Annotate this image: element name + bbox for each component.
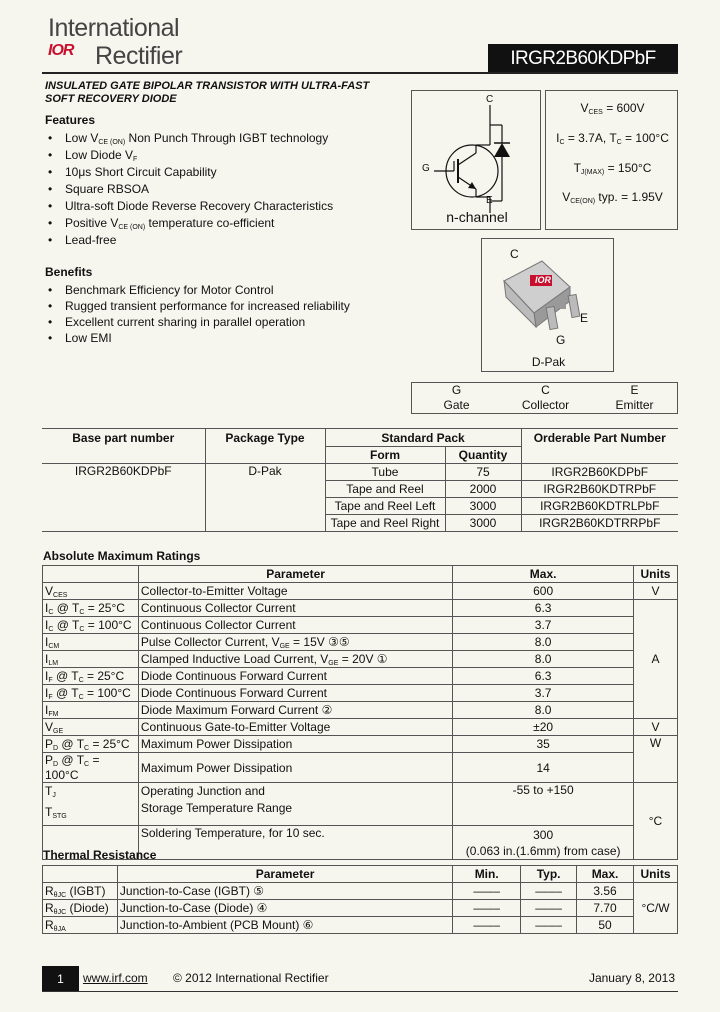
col-package-type: Package Type <box>205 429 325 464</box>
parameter-cell: Junction-to-Case (IGBT) ⑤ <box>117 883 452 900</box>
symbol-cell: $V_{GE}$ <box>43 719 139 736</box>
symbol-cell: $I_{CM}$ <box>43 634 139 651</box>
symbol-cell: $V_{CES}$ <box>43 583 139 600</box>
emitter-label: E <box>486 195 493 206</box>
col-parameter: Parameter <box>138 566 452 583</box>
typ-cell: –––– <box>521 883 577 900</box>
orderable-cell: IRGR2B60KDTRPbF <box>521 481 678 498</box>
package-gate-label: G <box>556 333 566 347</box>
package-type-value: D-Pak <box>205 464 325 532</box>
symbol-cell: $T_J$ $T_{STG}$ <box>43 783 139 826</box>
header-rule <box>42 72 678 74</box>
orderable-cell: IRGR2B60KDTRLPbF <box>521 498 678 515</box>
min-cell: –––– <box>453 917 521 934</box>
col-form: Form <box>325 447 445 464</box>
base-part-value: IRGR2B60KDPbF <box>42 464 205 532</box>
max-cell: 8.0 <box>453 651 634 668</box>
min-cell: –––– <box>453 900 521 917</box>
units-cell: A <box>633 600 677 719</box>
max-cell: 3.7 <box>453 617 634 634</box>
parameter-cell: Collector-to-Emitter Voltage <box>138 583 452 600</box>
thermal-table <box>42 865 678 934</box>
qty-cell: 3000 <box>445 498 521 515</box>
symbol-cell: $P_D$ @ $T_C = 100^\circ C$ <box>43 753 139 783</box>
parameter-cell: Soldering Temperature, for 10 sec. <box>138 826 452 860</box>
igbt-symbol-box <box>411 90 541 230</box>
typ-cell: –––– <box>521 917 577 934</box>
units-cell: W <box>633 736 677 783</box>
gate-label: G <box>422 163 430 174</box>
col-symbol <box>43 866 118 883</box>
symbol-cell: $I_C$ @ $T_C = 100^\circ C$ <box>43 617 139 634</box>
dpak-package-icon <box>482 239 615 373</box>
page-number: 1 <box>42 966 79 992</box>
parameter-cell: Maximum Power Dissipation <box>138 736 452 753</box>
max-cell: 3.56 <box>577 883 634 900</box>
form-cell: Tape and Reel Right <box>325 515 445 532</box>
col-typ: Typ. <box>521 866 577 883</box>
feature-item: • Low $V_{CE (ON)}$ Non Punch Through IGBT technology <box>45 130 333 147</box>
symbol-cell: $I_C$ @ $T_C = 25^\circ C$ <box>43 600 139 617</box>
pin-assignment-box <box>411 382 678 414</box>
parameter-cell: Continuous Gate-to-Emitter Voltage <box>138 719 452 736</box>
document-date: January 8, 2013 <box>588 971 675 985</box>
qty-cell: 2000 <box>445 481 521 498</box>
feature-item: • Low Diode $V_F$ <box>45 147 333 164</box>
part-number-banner: IRGR2B60KDPbF <box>488 44 678 74</box>
symbol-cell: $I_F$ @ $T_C = 25^\circ C$ <box>43 668 139 685</box>
features-list <box>45 130 333 249</box>
max-cell: 14 <box>453 753 634 783</box>
units-cell: V <box>633 719 677 736</box>
min-cell: –––– <box>453 883 521 900</box>
col-standard-pack: Standard Pack <box>325 429 521 447</box>
thermal-heading: Thermal Resistance <box>43 848 157 862</box>
benefit-item: • Rugged transient performance for increased reliability <box>45 298 350 314</box>
spec-vce-on: $V_{CE(ON)}$ typ. = 1.95V <box>562 190 663 205</box>
max-cell: 50 <box>577 917 634 934</box>
col-orderable: Orderable Part Number <box>521 429 678 464</box>
feature-item: • Lead-free <box>45 232 333 249</box>
max-cell: 35 <box>453 736 634 753</box>
symbol-cell: $R_{\theta JC}$ (Diode) <box>43 900 118 917</box>
form-cell: Tape and Reel <box>325 481 445 498</box>
benefit-item: • Low EMI <box>45 330 350 346</box>
subtitle-line-1: INSULATED GATE BIPOLAR TRANSISTOR WITH ULTRA-FAST <box>45 80 370 92</box>
ir-logo: IOR <box>48 42 74 59</box>
parameter-cell: Diode Continuous Forward Current <box>138 668 452 685</box>
col-units: Units <box>634 866 678 883</box>
typ-cell: –––– <box>521 900 577 917</box>
feature-item: • Ultra-soft Diode Reverse Recovery Characteristics <box>45 198 333 215</box>
pin-gate: G Gate <box>443 383 470 412</box>
col-max: Max. <box>577 866 634 883</box>
parameter-cell: Diode Maximum Forward Current ② <box>138 702 452 719</box>
units-cell: V <box>633 583 677 600</box>
copyright: © 2012 International Rectifier <box>173 971 329 985</box>
col-max: Max. <box>453 566 634 583</box>
pin-emitter: E Emitter <box>615 383 654 412</box>
max-cell: 6.3 <box>453 668 634 685</box>
benefit-item: • Benchmark Efficiency for Motor Control <box>45 282 350 298</box>
key-specs-box <box>545 90 678 230</box>
parameter-cell: Maximum Power Dissipation <box>138 753 452 783</box>
max-cell: 7.70 <box>577 900 634 917</box>
col-quantity: Quantity <box>445 447 521 464</box>
symbol-cell: $R_{\theta JC}$ (IGBT) <box>43 883 118 900</box>
qty-cell: 75 <box>445 464 521 481</box>
abs-max-heading: Absolute Maximum Ratings <box>43 549 201 563</box>
collector-label: C <box>486 94 494 105</box>
form-cell: Tube <box>325 464 445 481</box>
col-parameter: Parameter <box>117 866 452 883</box>
spec-tj: $T_{J(MAX)} = 150^\circ C$ <box>573 161 652 176</box>
units-cell: °C/W <box>634 883 678 934</box>
symbol-cell: $P_D$ @ $T_C = 25^\circ C$ <box>43 736 139 753</box>
col-symbol <box>43 566 139 583</box>
package-logo: IOR <box>535 275 552 285</box>
parameter-cell: Clamped Inductive Load Current, $V_{GE} = 20V$ ① <box>138 651 452 668</box>
package-collector-label: C <box>510 247 519 261</box>
max-cell: 3.7 <box>453 685 634 702</box>
parameter-cell: Continuous Collector Current <box>138 617 452 634</box>
max-cell: 600 <box>453 583 634 600</box>
col-base-part: Base part number <box>42 429 205 464</box>
parameter-cell: Diode Continuous Forward Current <box>138 685 452 702</box>
max-cell: 8.0 <box>453 634 634 651</box>
website-link[interactable]: www.irf.com <box>83 971 148 985</box>
ordering-table <box>42 428 678 532</box>
spec-vces: $V_{CES} = 600V$ <box>580 101 645 116</box>
symbol-cell: $I_{LM}$ <box>43 651 139 668</box>
document-subtitle <box>45 80 395 106</box>
max-cell: 300 (0.063 in.(1.6mm) from case) <box>453 826 634 860</box>
col-min: Min. <box>453 866 521 883</box>
benefits-list <box>45 282 350 346</box>
package-emitter-label: E <box>580 311 589 325</box>
dpak-package-box <box>481 238 614 372</box>
company-name-bottom: Rectifier <box>95 42 183 70</box>
pin-collector: C Collector <box>521 383 570 412</box>
parameter-cell: Operating Junction and Storage Temperature Range <box>138 783 452 826</box>
symbol-cell: $I_F$ @ $T_C = 100^\circ C$ <box>43 685 139 702</box>
feature-item: • Square RBSOA <box>45 181 333 198</box>
max-cell: 8.0 <box>453 702 634 719</box>
spec-ic: $I_C = 3.7A$, $T_C = 100^\circ C$ <box>556 131 669 146</box>
parameter-cell: Pulse Collector Current, $V_{GE} = 15V$ ③⑤ <box>138 634 452 651</box>
benefit-item: • Excellent current sharing in parallel operation <box>45 314 350 330</box>
package-caption: D-Pak <box>531 355 566 369</box>
channel-caption: n-channel <box>446 209 508 225</box>
feature-item: • 10μs Short Circuit Capability <box>45 164 333 181</box>
max-cell: ±20 <box>453 719 634 736</box>
units-cell: °C <box>633 783 677 860</box>
footer-rule <box>42 991 678 992</box>
company-name-top: International <box>48 14 180 42</box>
subtitle-line-2: SOFT RECOVERY DIODE <box>45 93 177 105</box>
abs-max-table <box>42 565 678 860</box>
orderable-cell: IRGR2B60KDTRRPbF <box>521 515 678 532</box>
max-cell: 6.3 <box>453 600 634 617</box>
features-heading: Features <box>45 113 96 127</box>
max-cell: -55 to +150 <box>453 783 634 826</box>
form-cell: Tape and Reel Left <box>325 498 445 515</box>
benefits-heading: Benefits <box>45 265 93 279</box>
col-units: Units <box>633 566 677 583</box>
feature-item: • Positive $V_{CE (ON)}$ temperature co-efficient <box>45 215 333 232</box>
parameter-cell: Junction-to-Ambient (PCB Mount) ⑥ <box>117 917 452 934</box>
symbol-cell: $R_{\theta JA}$ <box>43 917 118 934</box>
parameter-cell: Junction-to-Case (Diode) ④ <box>117 900 452 917</box>
parameter-cell: Continuous Collector Current <box>138 600 452 617</box>
orderable-cell: IRGR2B60KDPbF <box>521 464 678 481</box>
symbol-cell: $I_{FM}$ <box>43 702 139 719</box>
qty-cell: 3000 <box>445 515 521 532</box>
